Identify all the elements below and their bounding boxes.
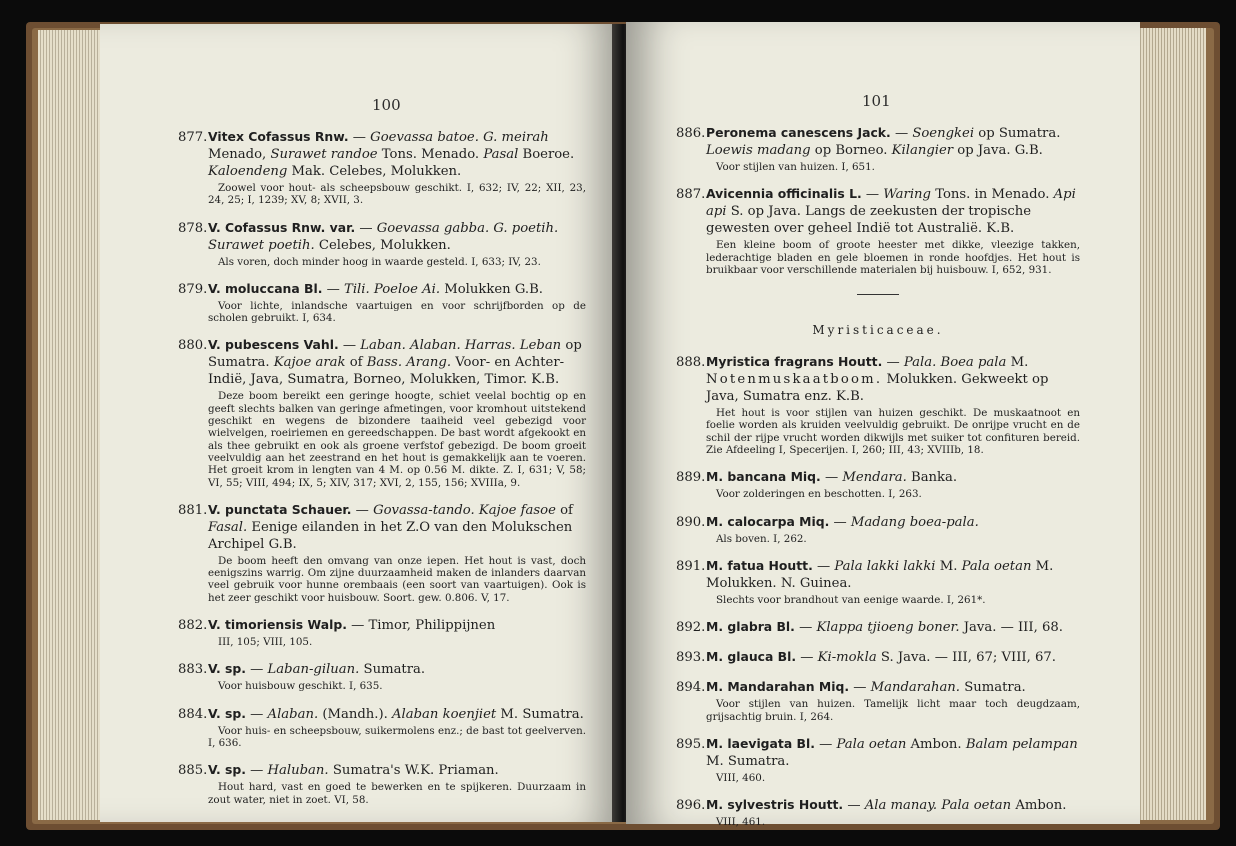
entry-heading: [676, 618, 1080, 636]
dash: —: [890, 126, 913, 141]
species-entry: [676, 796, 1080, 828]
vernacular-name: Pala oetan: [836, 736, 907, 752]
species-entry: [676, 353, 1080, 456]
dash: —: [348, 130, 371, 145]
entry-heading: [676, 353, 1080, 405]
entry-text: op Borneo.: [810, 143, 892, 158]
entry-list: [676, 124, 1080, 840]
entry-text: Mak. Celebes, Molukken.: [287, 164, 462, 179]
entry-note: Het hout is voor stijlen van huizen geschikt. De muskaatnoot en foelie worden als kruiden veelvuldig gebruikt. De onrijpe vrucht en de schil der rijpe vrucht worden dikwijls met suiker tot confituren bereid. Zie Afdeeling I, Specerijen. I, 260; III, 43; XVIIIb, 18.: [706, 407, 1080, 457]
entry-number: 884.: [178, 706, 208, 722]
species-name: M. glauca Bl.: [706, 649, 797, 665]
species-entry: [676, 185, 1080, 276]
entry-number: 892.: [676, 620, 706, 636]
entry-note: Als boven. I, 262.: [716, 532, 807, 545]
entry-number: 887.: [676, 187, 706, 203]
entry-number: 893.: [676, 650, 706, 666]
species-name: Avicennia officinalis L.: [706, 186, 862, 202]
vernacular-name: Kaloendeng: [208, 164, 288, 179]
entry-number: 895.: [676, 736, 706, 752]
section-divider: [857, 294, 899, 295]
dash: —: [245, 706, 268, 722]
entry-heading: [178, 336, 586, 388]
entry-text: op Sumatra.: [208, 338, 582, 371]
entry-text: S. op Java. Langs de zeekusten der tropische gewesten over geheel Indië tot Australië. K.B.: [706, 204, 1032, 237]
entry-text: Eenige eilanden in het Z.O van den Molukschen Archipel G.B.: [208, 519, 573, 552]
species-name: V. moluccana Bl.: [208, 280, 323, 296]
species-entry: [178, 280, 586, 325]
entry-text: of: [345, 355, 367, 371]
entry-heading: [178, 219, 586, 254]
entry-note: Voor stijlen van huizen. I, 651.: [716, 161, 875, 173]
entry-number: 889.: [676, 470, 706, 486]
dash: —: [322, 281, 345, 297]
vernacular-name: Pasal: [483, 147, 519, 162]
dash: —: [346, 618, 369, 634]
entry-heading: [676, 735, 1080, 770]
entry-text: Tons. Menado.: [377, 147, 484, 162]
right-page: [626, 22, 1140, 829]
entry-text: Molukken. Gekweekt op Java, Sumatra enz. K.B.: [706, 372, 1049, 405]
species-entry: [676, 648, 1080, 666]
entry-text: op Java. G.B.: [953, 143, 1043, 158]
vernacular-name: Goevassa batoe. G. meirah: [370, 130, 549, 145]
vernacular-name: Fasal.: [208, 519, 248, 535]
dash: —: [814, 736, 837, 752]
right-page-edges: [1132, 28, 1206, 820]
species-entry: [178, 616, 586, 648]
species-name: M. sylvestris Houtt.: [706, 797, 844, 813]
entry-note: Voor huisbouw geschikt. I, 635.: [218, 680, 383, 693]
entry-text: Ambon.: [906, 736, 966, 752]
entry-heading: [178, 128, 586, 180]
species-name: V. timoriensis Walp.: [208, 617, 347, 633]
entry-note: III, 105; VIII, 105.: [218, 636, 313, 649]
dash: —: [820, 470, 843, 486]
entry-number: 877.: [178, 130, 208, 145]
vernacular-name: Balam pelampan: [965, 736, 1078, 752]
vernacular-name: Laban. Alaban. Harras. Leban: [360, 338, 562, 354]
species-name: V. pubescens Vahl.: [208, 337, 339, 353]
dash: —: [245, 662, 268, 678]
species-entry: [676, 468, 1080, 500]
entry-text: Sumatra's W.K. Priaman.: [328, 763, 499, 779]
common-name: Notenmuskaatboom.: [706, 372, 883, 388]
species-entry: [676, 124, 1080, 173]
entry-heading: [178, 501, 586, 553]
dash: —: [796, 650, 818, 666]
entry-text: M.: [935, 558, 962, 574]
entry-text: M. Molukken. N. Guinea.: [706, 558, 1054, 591]
entry-text: Ambon.: [1011, 798, 1067, 814]
species-name: Vitex Cofassus Rnw.: [208, 129, 349, 144]
vernacular-name: Laban-giluan.: [267, 662, 360, 678]
species-name: V. punctata Schauer.: [208, 501, 352, 517]
dash: —: [829, 514, 851, 530]
entry-note: Hout hard, vast en goed te bewerken en te spijkeren. Duurzaam in zout water, niet in zoet. VI, 58.: [208, 781, 586, 806]
entry-note: Als voren, doch minder hoog in waarde gesteld. I, 633; IV, 23.: [218, 255, 541, 268]
species-entry: [676, 678, 1080, 723]
entry-text: Menado,: [208, 147, 271, 162]
vernacular-name: Pala oetan: [961, 558, 1032, 574]
entry-heading: [178, 761, 586, 779]
entry-heading: [178, 280, 586, 298]
entry-heading: [178, 705, 586, 723]
entry-text: Sumatra.: [359, 662, 426, 678]
entry-note: Een kleine boom of groote heester met dikke, vleezige takken, lederachtige bladen en gele bloemen in ronde hoofdjes. Het hout is bruikbaar voor verschillende materialen bij huisbouw. I, 652, 931.: [706, 239, 1080, 276]
species-entry: [178, 219, 586, 268]
entry-number: 881.: [178, 502, 208, 518]
vernacular-name: Soengkei: [912, 126, 975, 141]
entry-text: Molukken G.B.: [440, 281, 544, 297]
dash: —: [861, 187, 884, 203]
dash: —: [245, 763, 268, 779]
species-name: M. laevigata Bl.: [706, 735, 815, 751]
dash: —: [812, 558, 835, 574]
entry-number: 886.: [676, 126, 706, 141]
section-title: Myristicaceae.: [812, 323, 944, 338]
dash: —: [355, 220, 377, 236]
vernacular-name: Goevassa gabba. G. poetih. Surawet poetih.: [208, 220, 559, 253]
entry-number: 894.: [676, 680, 706, 696]
species-entry: [178, 761, 586, 806]
entry-heading: [178, 616, 586, 634]
species-name: M. Mandarahan Miq.: [706, 679, 850, 695]
vernacular-name: Ala manay. Pala oetan: [864, 798, 1012, 814]
species-entry: [178, 128, 586, 207]
entry-note: Voor lichte, inlandsche vaartuigen en voor schrijfborden op de scholen gebruikt. I, 634.: [208, 299, 586, 325]
species-name: Myristica fragrans Houtt.: [706, 354, 883, 370]
entry-number: 885.: [178, 763, 208, 779]
entry-heading: [676, 468, 1080, 486]
entry-note: VIII, 460.: [716, 771, 766, 784]
species-entry: [178, 501, 586, 604]
entry-heading: [676, 796, 1080, 814]
vernacular-name: Kajoe arak: [273, 355, 346, 371]
vernacular-name: Tili. Poeloe Ai.: [344, 281, 441, 297]
vernacular-name: Pala. Boea pala: [903, 355, 1007, 371]
vernacular-name: Pala lakki lakki: [834, 558, 936, 574]
species-name: Peronema canescens Jack.: [706, 125, 891, 140]
entry-text: (Mandh.).: [318, 706, 392, 722]
entry-number: 888.: [676, 355, 706, 371]
entry-text: Sumatra.: [960, 680, 1026, 696]
vernacular-name: Ki-mokla: [817, 650, 877, 666]
entry-note: VIII, 461.: [716, 816, 766, 829]
vernacular-name: Alaban.: [267, 706, 319, 722]
entry-text: M. Sumatra.: [706, 753, 790, 769]
page-number: 100: [372, 96, 401, 114]
entry-heading: [676, 557, 1080, 592]
entry-number: 882.: [178, 618, 208, 634]
entry-text: op Sumatra.: [974, 126, 1061, 141]
entry-number: 890.: [676, 514, 706, 530]
dash: —: [882, 355, 904, 371]
entry-number: 891.: [676, 558, 706, 574]
entry-number: 878.: [178, 220, 208, 236]
entry-note: Voor zolderingen en beschotten. I, 263.: [716, 488, 922, 501]
species-entry: [676, 557, 1080, 606]
vernacular-name: Kilangier: [891, 143, 954, 158]
species-name: M. glabra Bl.: [706, 619, 795, 635]
entry-heading: [676, 185, 1080, 237]
entry-heading: [676, 124, 1080, 159]
entry-text: Tons. in Menado.: [931, 187, 1054, 203]
species-entry: [676, 513, 1080, 545]
vernacular-name: Klappa tjioeng boner.: [816, 620, 960, 636]
vernacular-name: Loewis madang: [706, 143, 811, 158]
dash: —: [843, 798, 865, 814]
species-entry: [676, 618, 1080, 636]
entry-list: [178, 128, 586, 818]
dash: —: [338, 338, 361, 354]
species-name: V. sp.: [208, 705, 246, 721]
entry-number: 879.: [178, 281, 208, 297]
entry-text: Timor, Philippijnen: [368, 618, 496, 634]
entry-number: 883.: [178, 662, 208, 678]
species-entry: [178, 705, 586, 750]
dash: —: [794, 620, 817, 636]
species-name: V. sp.: [208, 661, 246, 677]
entry-heading: [178, 660, 586, 678]
entry-text: Java. — III, 68.: [959, 620, 1063, 636]
species-entry: [676, 735, 1080, 784]
entry-text: M.: [1006, 355, 1029, 371]
vernacular-name: Bass. Arang.: [366, 355, 452, 371]
entry-note: Deze boom bereikt een geringe hoogte, schiet veelal bochtig op en geeft slechts balken van geringe afmetingen, voor kromhout uitstekend geschikt en wegens de bizondere taaiheid veel gebezigd voor wielvelgen, roeiriemen en gereedschappen. De bast wordt afgekookt en als thee gebruikt en ook als groene verfstof gebezigd. De boom groeit veelvuldig aan het zeestrand en het hout is gemakkelijk aan te voeren. Het groeit krom in lengten van 4 M. op 0.56 M. dikte. Z. I, 631; V, 58; VI, 55; VIII, 494; IX, 5; XIV, 317; XVI, 2, 155, 156; XVIIIa, 9.: [208, 390, 586, 489]
vernacular-name: Madang boea-pala.: [850, 514, 979, 530]
entry-note: Zoowel voor hout- als scheepsbouw geschikt. I, 632; IV, 22; XII, 23, 24, 25; I, 1239; XV, 8; XVII, 3.: [208, 182, 586, 207]
entry-heading: [676, 648, 1080, 666]
entry-text: Celebes, Molukken.: [314, 237, 451, 253]
species-name: M. fatua Houtt.: [706, 557, 813, 573]
entry-heading: [676, 678, 1080, 696]
dash: —: [849, 680, 871, 696]
entry-text: M. Sumatra.: [496, 706, 584, 722]
vernacular-name: Haluban.: [267, 763, 329, 779]
left-page: [100, 24, 620, 822]
vernacular-name: Mendara.: [842, 470, 907, 486]
species-name: V. sp.: [208, 762, 246, 778]
entry-number: 896.: [676, 798, 706, 814]
dash: —: [351, 502, 374, 518]
vernacular-name: Alaban koenjiet: [392, 706, 497, 722]
species-name: M. calocarpa Miq.: [706, 513, 830, 529]
entry-text: S. Java. — III, 67; VIII, 67.: [876, 650, 1057, 666]
entry-text: Banka.: [906, 470, 958, 486]
species-entry: [178, 660, 586, 692]
entry-note: Voor stijlen van huizen. Tamelijk licht maar toch deugdzaam, grijsachtig bruin. I, 264.: [706, 698, 1080, 723]
vernacular-name: Waring: [883, 187, 931, 203]
entry-note: Slechts voor brandhout van eenige waarde. I, 261*.: [716, 593, 986, 606]
vernacular-name: Api api: [706, 187, 1076, 220]
species-name: M. bancana Miq.: [706, 469, 821, 485]
entry-number: 880.: [178, 338, 208, 354]
entry-heading: [676, 513, 1080, 531]
entry-text: Boeroe.: [518, 147, 575, 162]
page-number: 101: [862, 92, 891, 110]
vernacular-name: Surawet randoe: [270, 147, 378, 162]
entry-note: Voor huis- en scheepsbouw, suikermolens enz.; de bast tot geelverven. I, 636.: [208, 724, 587, 749]
vernacular-name: Govassa-tando. Kajoe fasoe: [373, 502, 556, 518]
entry-note: De boom heeft den omvang van onze iepen. Het hout is vast, doch eenigszins warrig. Om zijne duurzaamheid maken de inlanders daarvan veel gebruik voor hunne orembaais (een soort van vaartuigen). Ook is het zeer geschikt voor huisbouw. Soort. gew. 0.806. V, 17.: [208, 554, 586, 604]
entry-text: Voor- en Achter-Indië, Java, Sumatra, Borneo, Molukken, Timor. K.B.: [208, 355, 565, 388]
species-name: V. Cofassus Rnw. var.: [208, 219, 356, 235]
entry-text: of: [555, 502, 573, 518]
vernacular-name: Mandarahan.: [870, 680, 960, 696]
species-entry: [178, 336, 586, 488]
